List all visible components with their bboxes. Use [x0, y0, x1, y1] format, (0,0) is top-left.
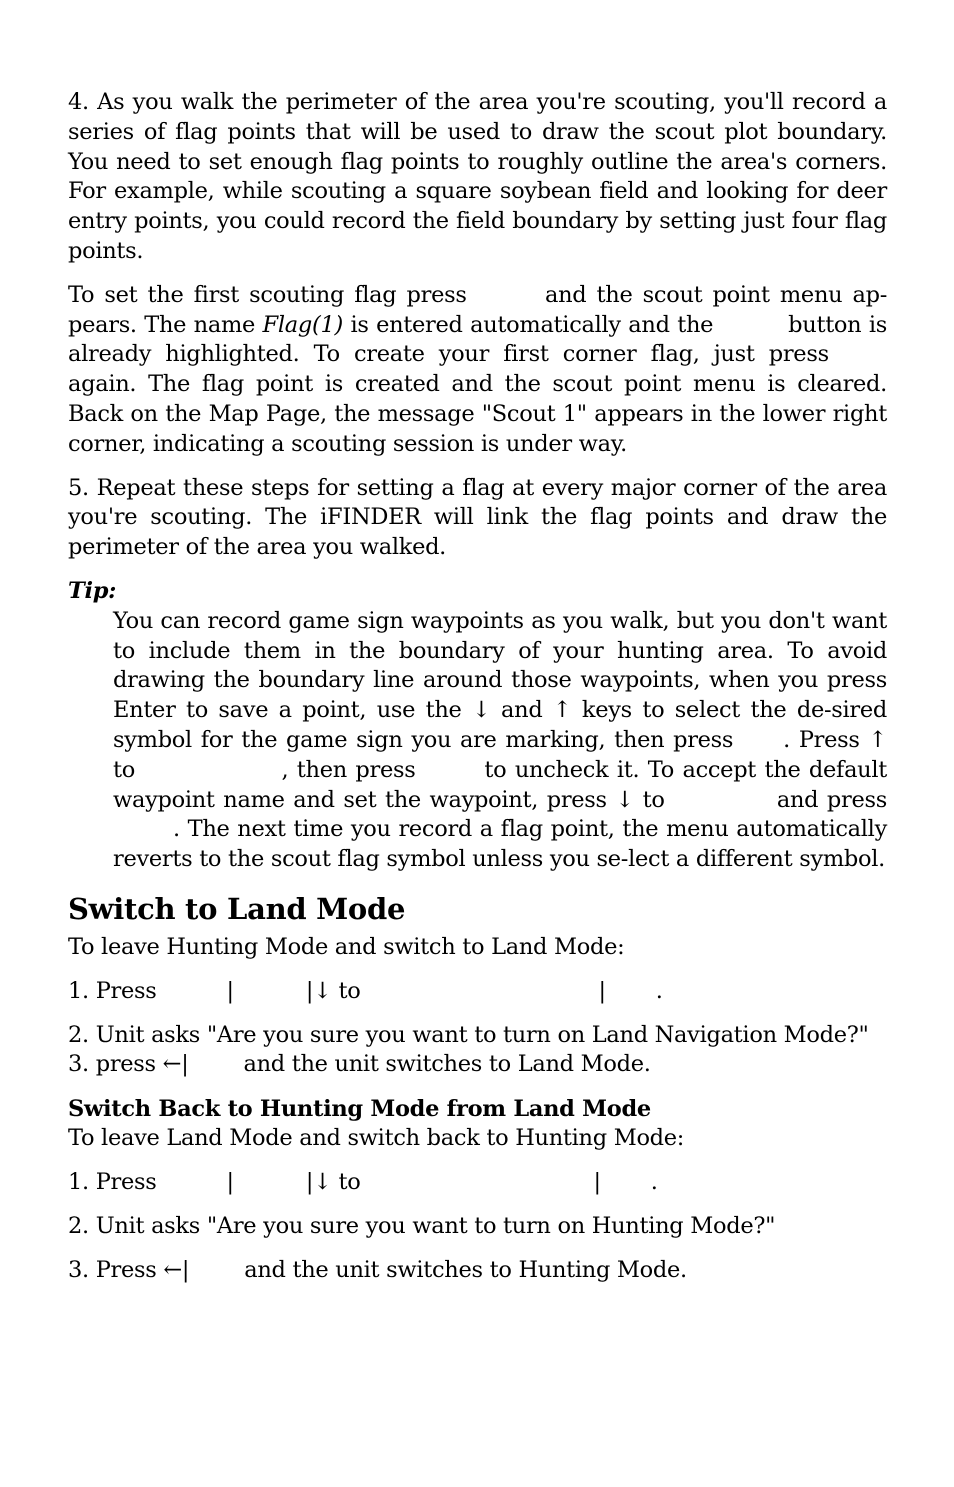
tip-label: Tip: [68, 577, 117, 604]
land-step3-press: 3. press ←| [68, 1051, 189, 1078]
tip-text-e: and press [776, 786, 887, 813]
hunt-step1-sep2: | [593, 1168, 601, 1195]
flag-name: Flag(1) [262, 311, 343, 338]
set-flag-text-a: To set the first scouting flag press [68, 281, 467, 308]
tip-text-c: , then press [281, 756, 416, 783]
hunt-step3-text: and the unit switches to Hunting Mode. [244, 1256, 687, 1283]
land-step3-text: and the unit switches to Land Mode. [243, 1051, 651, 1078]
tip-text-d: to uncheck it. To accept the default waypoint name and set the waypoint, press ↓ to [113, 756, 888, 813]
land-mode-heading: Switch to Land Mode [68, 891, 406, 926]
hunting-mode-intro: To leave Land Mode and switch back to Hunting Mode: [68, 1125, 685, 1152]
tip-text-f: . The next time you record a flag point, the menu automatically reverts to the scout flag symbol unless you se-lect a different symbol. [113, 816, 887, 873]
land-step1-end: . [655, 977, 663, 1004]
hunt-step1-arrow-to: |↓ to [305, 1168, 361, 1195]
set-flag-text-c: is entered automatically and the [350, 311, 714, 338]
tip-text-b: . Press ↑ to [113, 726, 887, 783]
hunt-step1-press: 1. Press [68, 1168, 157, 1195]
hunt-step1-sep1: | [226, 1168, 234, 1195]
hunting-mode-step-1 [68, 1168, 887, 1198]
hunting-mode-step-3 [68, 1256, 887, 1286]
set-flag-text-b: and the scout point menu ap-pears. The name [68, 281, 888, 338]
land-step1-arrow-to: |↓ to [305, 977, 361, 1004]
set-flag-text-e: again. The flag point is created and the scout point menu is cleared. Back on the Map Page, the message "Scout 1" appears in the lower right corner, indicating a scouting session is under way. [68, 371, 887, 457]
land-step1-press: 1. Press [68, 977, 157, 1004]
land-step1-sep1: | [226, 977, 234, 1004]
manual-page [68, 88, 887, 1285]
step-5-paragraph: 5. Repeat these steps for setting a flag at every major corner of the area you're scouting. The iFINDER will link the flag points and draw the perimeter of the area you walked. [68, 474, 887, 561]
land-mode-intro: To leave Hunting Mode and switch to Land Mode: [68, 933, 625, 960]
set-flag-paragraph [68, 281, 887, 460]
hunt-step1-end: . [650, 1168, 658, 1195]
hunting-mode-heading: Switch Back to Hunting Mode from Land Mode [68, 1096, 651, 1123]
land-mode-step-1 [68, 977, 887, 1007]
land-step1-sep2: | [598, 977, 606, 1004]
tip-text-a: You can record game sign waypoints as you walk, but you don't want to include them in the boundary of your hunting area. To avoid drawing the boundary line around those waypoints, when you press Enter to save a point, use the ↓ and ↑ keys to select the de-sired symbol for the game sign you are marking, then press [113, 607, 887, 753]
land-mode-step-2: 2. Unit asks "Are you sure you want to turn on Land Navigation Mode?" [68, 1021, 869, 1048]
tip-body [113, 607, 887, 875]
hunting-mode-step-2: 2. Unit asks "Are you sure you want to turn on Hunting Mode?" [68, 1212, 776, 1239]
set-flag-text-d: button is already highlighted. To create your first corner flag, just press [68, 311, 888, 368]
step-4-paragraph: 4. As you walk the perimeter of the area you're scouting, you'll record a series of flag points that will be used to draw the scout plot boundary. You need to set enough flag points to roughly outline the area's corners. For example, while scouting a square soybean field and looking for deer entry points, you could record the field boundary by setting just four flag points. [68, 89, 887, 264]
land-mode-step-3 [68, 1050, 887, 1080]
hunt-step3-press: 3. Press ←| [68, 1256, 190, 1283]
